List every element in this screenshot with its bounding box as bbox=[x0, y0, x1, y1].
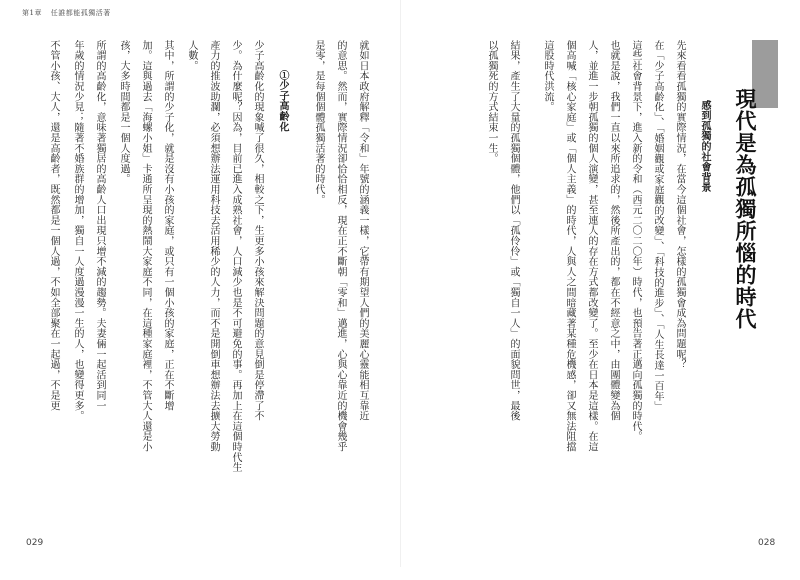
left-intro-2: 的意思。然而，實際情況卻恰恰相反，現在正不斷朝「零和」邁進，心與心靠近的機會幾乎 bbox=[335, 40, 346, 452]
right-line-1: 先來看看孤獨的實際情況，在當今這個社會，怎樣的孤獨會成為問題呢？ bbox=[674, 40, 685, 370]
page-number-left: 029 bbox=[26, 538, 44, 548]
left-intro-1: 就如日本政府解釋「令和」年號的涵義一樣，它帶有期望人們的美麗心靈能相互靠近 bbox=[357, 40, 368, 422]
running-header bbox=[22, 8, 117, 18]
section-title: 現代是為孤獨所惱的時代 bbox=[733, 88, 758, 330]
subhead-text: 感到孤獨的社會背景 bbox=[699, 100, 710, 193]
left-line-7: 孩，大多時間都是一個人度過。 bbox=[118, 40, 129, 185]
chapter-title: 任誰都能孤獨活著 bbox=[50, 9, 111, 17]
right-line-5: 人，並進一步朝孤獨的個人演變，甚至連人的存在方式都改變了。至少在日本是這樣。在這 bbox=[586, 40, 597, 452]
right-line-6: 個高喊「核心家庭」或「個人主義」的時代，人與人之間暗藏著某種危機感，卻又無法阻擋 bbox=[564, 40, 575, 452]
right-line-2: 在「少子高齡化」、「婚姻觀或家庭觀的改變」、「科技的進步」、「人生長達一百年」 bbox=[652, 40, 663, 412]
left-line-8: 所謂的高齡化，意味著獨居的高齡人口出現只增不減的趨勢。夫妻倆一起活到同一 bbox=[94, 40, 105, 411]
left-line-2: 少。為什麼呢？因為，目前已進入成熟社會，人口減少也是不可避免的事。再加上在這個時代生 bbox=[230, 40, 241, 473]
right-line-3: 這些社會背景下，進入新的令和（西元二〇二〇年）時代，也預告著正邁向孤獨的時代。 bbox=[630, 40, 641, 442]
right-line-4: 也就是說，我們一直以來所追求的，然後所產出的，都在不經意之中，由團體變為個 bbox=[608, 40, 619, 422]
left-line-5: 其中，所謂的少子化，就是沒有小孩的家庭，或只有一個小孩的家庭，正在不斷增 bbox=[162, 40, 173, 411]
right-subhead bbox=[697, 100, 711, 580]
chapter-number: 第1章 bbox=[22, 9, 42, 17]
left-intro-3: 是零，是每個個體孤獨活著的時代。 bbox=[313, 40, 324, 205]
left-subhead bbox=[275, 70, 289, 550]
right-line-7: 這股時代洪流。 bbox=[542, 40, 553, 113]
left-line-9: 年歲的情況少見；隨著不婚族群的增加，獨自一人度過漫漫一生的人，也變得更多。 bbox=[72, 40, 83, 422]
right-line-9: 以孤獨死的方式結束一生。 bbox=[486, 40, 497, 164]
right-line-8: 結果，產生了大量的孤獨個體，他們以「孤伶伶」或「獨自一人」的面貌問世，最後 bbox=[508, 40, 519, 422]
left-line-6: 加。這與過去「海螺小姐」卡通所呈現的熱鬧大家庭不同，在這種家庭裡，不管大人還是小 bbox=[140, 40, 151, 452]
left-line-1: 少子高齡化的現象喊了很久，相較之下，生更多小孩來解決問題的意見倒是停滯了不 bbox=[252, 40, 263, 422]
page-gutter bbox=[400, 0, 401, 567]
subhead-text: ①少子高齡化 bbox=[277, 70, 288, 132]
left-line-10: 不管小孩、大人，還是高齡者，既然都是一個人過，不如全部聚在一起過，不是更 bbox=[48, 40, 59, 411]
left-line-4: 人數。 bbox=[186, 40, 197, 71]
page-number-right: 028 bbox=[758, 538, 776, 548]
left-line-3: 產力的推波助瀾，必須想辦法運用科技去活用稀少的人力，而不是開倒車想辦法去擴大勞動 bbox=[208, 40, 219, 452]
